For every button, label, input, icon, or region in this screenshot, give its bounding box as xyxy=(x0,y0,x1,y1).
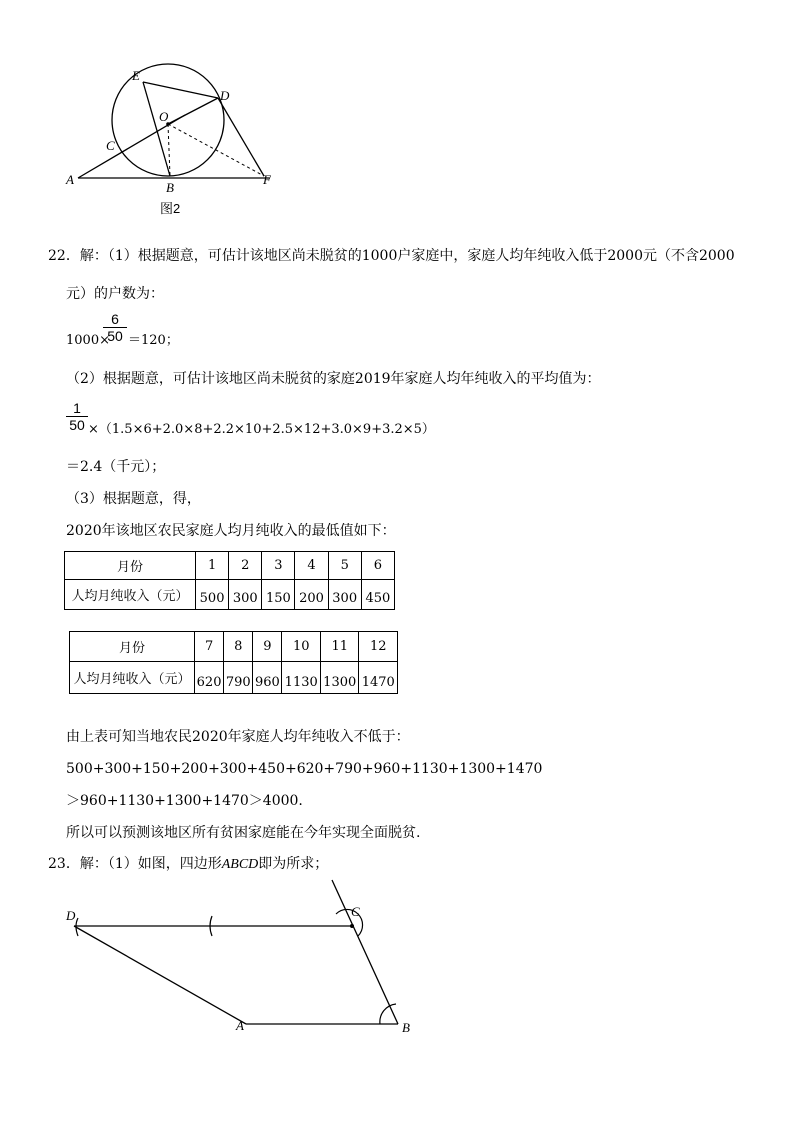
q22-calc1-prefix: 1000× xyxy=(66,333,110,348)
q22-frac1-denominator: 50 xyxy=(103,327,127,344)
table2-income-cell: 620 xyxy=(195,662,224,694)
q22-intro-line2: 元）的户数为： xyxy=(66,286,164,302)
table2-income-cell: 790 xyxy=(224,662,253,694)
table2-month-header: 月份 xyxy=(70,632,195,662)
table2-income-cell: 1300 xyxy=(320,662,359,694)
q23-quadrilateral-name: ABCD xyxy=(221,857,259,872)
table-row xyxy=(65,552,395,580)
income-table-1 xyxy=(64,551,395,610)
figure-2-circle-diagram xyxy=(60,60,290,220)
q22-frac1-numerator: 6 xyxy=(111,311,119,327)
table-row xyxy=(70,662,398,694)
q23-line-suffix: 即为所求； xyxy=(258,856,329,872)
q22-frac2-numerator: 1 xyxy=(73,400,81,416)
label-d: D xyxy=(66,908,76,923)
line-of-dashed xyxy=(168,124,264,176)
income-table-2 xyxy=(69,631,398,694)
table2-income-cell: 960 xyxy=(253,662,282,694)
table2-month-cell: 11 xyxy=(320,632,359,662)
table-row xyxy=(70,632,398,662)
table1-month-cell: 2 xyxy=(229,552,262,580)
label-b: B xyxy=(402,1020,410,1035)
q22-part3: （3）根据题意，得， xyxy=(66,491,201,507)
table1-month-cell: 4 xyxy=(295,552,328,580)
label-o: O xyxy=(159,109,169,124)
table1-income-cell: 300 xyxy=(328,580,361,610)
table2-month-cell: 7 xyxy=(195,632,224,662)
table2-month-cell: 8 xyxy=(224,632,253,662)
table2-income-cell: 1130 xyxy=(282,662,321,694)
segment-da xyxy=(74,926,246,1024)
q22-inequality-line: ＞960+1130+1300+1470＞4000. xyxy=(66,793,303,809)
q22-table-intro: 2020年该地区农民家庭人均月纯收入的最低值如下： xyxy=(66,523,396,539)
table1-income-cell: 200 xyxy=(295,580,328,610)
table2-month-cell: 12 xyxy=(359,632,398,662)
label-d: D xyxy=(220,88,230,103)
q22-result2: ＝2.4（千元）； xyxy=(66,459,166,475)
figure-quadrilateral-abcd xyxy=(60,870,420,1045)
table-row xyxy=(65,580,395,610)
q23-line-prefix: 23．解：（1）如图，四边形 xyxy=(48,856,222,872)
label-c: C xyxy=(351,904,360,919)
q22-sum-line: 500+300+150+200+300+450+620+790+960+1130+1300+1470 xyxy=(66,761,543,777)
table2-income-cell: 1470 xyxy=(359,662,398,694)
label-a: A xyxy=(66,172,74,187)
q22-fraction-6-50 xyxy=(103,311,127,344)
table1-income-cell: 150 xyxy=(262,580,295,610)
figure-2-caption: 图2 xyxy=(160,201,181,216)
table2-income-header: 人均月纯收入（元） xyxy=(70,662,195,694)
label-b: B xyxy=(166,180,174,195)
label-c: C xyxy=(106,138,115,153)
table1-month-cell: 3 xyxy=(262,552,295,580)
q22-frac2-denominator: 50 xyxy=(66,416,88,433)
table1-month-cell: 1 xyxy=(196,552,229,580)
line-ed xyxy=(143,82,218,98)
label-a: A xyxy=(236,1018,244,1033)
q22-conclusion2: 所以可以预测该地区所有贫困家庭能在今年实现全面脱贫. xyxy=(66,825,421,841)
table2-month-cell: 10 xyxy=(282,632,321,662)
table1-income-cell: 450 xyxy=(361,580,394,610)
table1-month-cell: 6 xyxy=(361,552,394,580)
line-eb xyxy=(143,82,170,176)
q22-intro-line1: 22．解：（1）根据题意，可估计该地区尚未脱贫的1000户家庭中，家庭人均年纯收入低于2000元（不含2000 xyxy=(48,248,735,264)
q22-calc1-suffix: ＝120； xyxy=(128,333,179,348)
table2-month-cell: 9 xyxy=(253,632,282,662)
point-c xyxy=(350,924,354,928)
q22-calc2-suffix: ×（1.5×6+2.0×8+2.2×10+2.5×12+3.0×9+3.2×5） xyxy=(88,422,435,437)
q22-fraction-1-50 xyxy=(66,400,88,433)
q22-part2: （2）根据题意，可估计该地区尚未脱贫的家庭2019年家庭人均年纯收入的平均值为： xyxy=(66,371,601,387)
table1-month-cell: 5 xyxy=(328,552,361,580)
line-od xyxy=(168,98,218,124)
table1-income-cell: 300 xyxy=(229,580,262,610)
q22-conclusion1: 由上表可知当地农民2020年家庭人均年纯收入不低于： xyxy=(66,729,410,745)
label-e: E xyxy=(132,68,140,83)
line-df xyxy=(218,98,264,176)
table1-month-header: 月份 xyxy=(65,552,196,580)
table1-income-cell: 500 xyxy=(196,580,229,610)
table1-income-header: 人均月纯收入（元） xyxy=(65,580,196,610)
ray-bc-extended xyxy=(332,880,398,1024)
label-f: F xyxy=(263,172,271,187)
